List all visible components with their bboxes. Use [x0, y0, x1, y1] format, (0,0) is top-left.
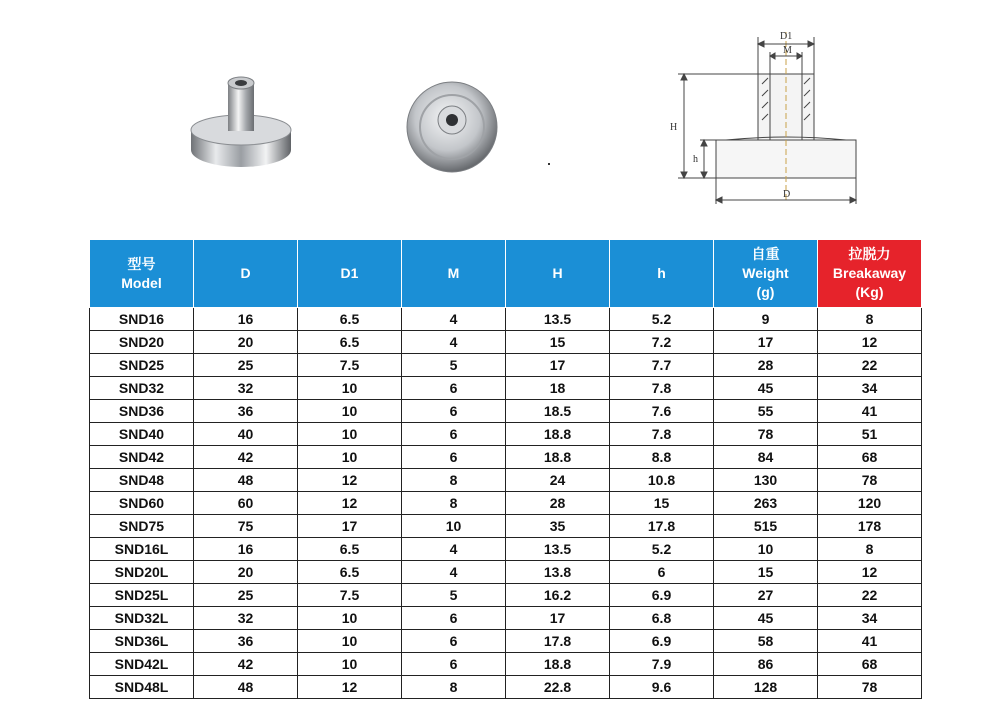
table-row [90, 331, 922, 354]
cell-h-total: 18.8 [506, 446, 610, 469]
label-d: D [783, 189, 791, 200]
cell-h-base: 7.8 [610, 423, 714, 446]
table-row [90, 515, 922, 538]
cell-h-base: 6 [610, 561, 714, 584]
table-row [90, 492, 922, 515]
cell-breakaway: 8 [818, 308, 922, 331]
cell-breakaway: 178 [818, 515, 922, 538]
cell-d: 20 [194, 331, 298, 354]
table-row [90, 676, 922, 699]
cell-weight: 263 [714, 492, 818, 515]
table-row [90, 354, 922, 377]
cell-d1: 6.5 [298, 538, 402, 561]
cell-m: 8 [402, 676, 506, 699]
cell-d1: 17 [298, 515, 402, 538]
cell-h-total: 17.8 [506, 630, 610, 653]
cell-model: SND42 [90, 446, 194, 469]
cell-m: 4 [402, 308, 506, 331]
cell-h-total: 16.2 [506, 584, 610, 607]
table-row [90, 469, 922, 492]
label-h-total: H [670, 122, 678, 133]
cell-model: SND20 [90, 331, 194, 354]
cell-d1: 6.5 [298, 331, 402, 354]
cell-h-base: 5.2 [610, 308, 714, 331]
cell-model: SND40 [90, 423, 194, 446]
header-m: M [402, 240, 506, 308]
cell-h-total: 18.8 [506, 653, 610, 676]
cell-h-base: 17.8 [610, 515, 714, 538]
cell-m: 6 [402, 377, 506, 400]
magnet-side-view-image [186, 68, 296, 173]
cell-d1: 10 [298, 446, 402, 469]
spec-table [89, 239, 922, 699]
cell-m: 6 [402, 607, 506, 630]
cell-m: 6 [402, 630, 506, 653]
table-header-row [90, 240, 922, 308]
cell-h-total: 13.5 [506, 538, 610, 561]
cell-breakaway: 78 [818, 676, 922, 699]
cell-d: 36 [194, 400, 298, 423]
table-row [90, 538, 922, 561]
cell-d: 20 [194, 561, 298, 584]
cell-breakaway: 41 [818, 630, 922, 653]
cell-weight: 15 [714, 561, 818, 584]
cell-breakaway: 68 [818, 446, 922, 469]
header-h-total: H [506, 240, 610, 308]
cell-d1: 10 [298, 400, 402, 423]
cell-h-total: 28 [506, 492, 610, 515]
cell-h-total: 35 [506, 515, 610, 538]
cell-weight: 45 [714, 607, 818, 630]
cell-model: SND36 [90, 400, 194, 423]
header-model: 型号 Model [90, 240, 194, 308]
cell-m: 6 [402, 400, 506, 423]
cell-h-total: 24 [506, 469, 610, 492]
cell-d: 48 [194, 676, 298, 699]
cell-model: SND36L [90, 630, 194, 653]
cell-model: SND48L [90, 676, 194, 699]
cell-m: 4 [402, 538, 506, 561]
cell-h-base: 8.8 [610, 446, 714, 469]
cell-m: 8 [402, 469, 506, 492]
cell-d: 32 [194, 377, 298, 400]
table-row [90, 423, 922, 446]
cell-weight: 28 [714, 354, 818, 377]
cell-weight: 55 [714, 400, 818, 423]
cell-breakaway: 68 [818, 653, 922, 676]
cell-breakaway: 78 [818, 469, 922, 492]
cell-h-total: 13.8 [506, 561, 610, 584]
cell-h-base: 9.6 [610, 676, 714, 699]
cell-d: 32 [194, 607, 298, 630]
cell-breakaway: 22 [818, 354, 922, 377]
cell-d: 42 [194, 446, 298, 469]
cell-h-base: 7.8 [610, 377, 714, 400]
cell-d: 75 [194, 515, 298, 538]
table-row [90, 584, 922, 607]
cell-model: SND60 [90, 492, 194, 515]
cell-breakaway: 34 [818, 377, 922, 400]
cell-d: 40 [194, 423, 298, 446]
cell-weight: 128 [714, 676, 818, 699]
cell-weight: 130 [714, 469, 818, 492]
stray-dot [548, 163, 550, 165]
cell-m: 6 [402, 653, 506, 676]
cell-weight: 45 [714, 377, 818, 400]
cell-h-base: 15 [610, 492, 714, 515]
cell-model: SND16 [90, 308, 194, 331]
header-breakaway: 拉脱力 Breakaway (Kg) [818, 240, 922, 308]
cell-model: SND16L [90, 538, 194, 561]
cell-model: SND32L [90, 607, 194, 630]
cell-breakaway: 22 [818, 584, 922, 607]
cell-weight: 10 [714, 538, 818, 561]
cell-model: SND20L [90, 561, 194, 584]
cell-h-total: 18 [506, 377, 610, 400]
dimension-diagram [640, 22, 870, 212]
cell-d1: 12 [298, 469, 402, 492]
cell-h-base: 10.8 [610, 469, 714, 492]
cell-h-total: 13.5 [506, 308, 610, 331]
cell-m: 4 [402, 561, 506, 584]
cell-model: SND32 [90, 377, 194, 400]
table-row [90, 630, 922, 653]
cell-weight: 515 [714, 515, 818, 538]
table-row [90, 607, 922, 630]
cell-d1: 7.5 [298, 354, 402, 377]
cell-d1: 7.5 [298, 584, 402, 607]
cell-model: SND42L [90, 653, 194, 676]
cell-m: 5 [402, 584, 506, 607]
cell-d1: 12 [298, 676, 402, 699]
cell-d: 25 [194, 354, 298, 377]
cell-h-base: 6.8 [610, 607, 714, 630]
cell-d1: 10 [298, 630, 402, 653]
cell-h-total: 15 [506, 331, 610, 354]
cell-h-base: 7.2 [610, 331, 714, 354]
header-d1: D1 [298, 240, 402, 308]
cell-d1: 6.5 [298, 308, 402, 331]
cell-d: 42 [194, 653, 298, 676]
label-h-base: h [693, 154, 698, 165]
cell-m: 6 [402, 423, 506, 446]
cell-d: 16 [194, 308, 298, 331]
cell-d1: 10 [298, 377, 402, 400]
cell-d1: 10 [298, 607, 402, 630]
cell-m: 6 [402, 446, 506, 469]
table-row [90, 653, 922, 676]
cell-weight: 9 [714, 308, 818, 331]
cell-d: 25 [194, 584, 298, 607]
header-d: D [194, 240, 298, 308]
cell-breakaway: 120 [818, 492, 922, 515]
cell-breakaway: 12 [818, 331, 922, 354]
cell-weight: 58 [714, 630, 818, 653]
cell-m: 4 [402, 331, 506, 354]
cell-h-base: 7.6 [610, 400, 714, 423]
table-row [90, 377, 922, 400]
cell-d1: 6.5 [298, 561, 402, 584]
cell-model: SND25L [90, 584, 194, 607]
cell-weight: 84 [714, 446, 818, 469]
cell-h-base: 7.9 [610, 653, 714, 676]
product-images [0, 0, 1000, 230]
spec-table-body [90, 308, 922, 699]
cell-d: 48 [194, 469, 298, 492]
cell-h-total: 17 [506, 354, 610, 377]
cell-d: 16 [194, 538, 298, 561]
cell-weight: 78 [714, 423, 818, 446]
cell-m: 10 [402, 515, 506, 538]
cell-d: 36 [194, 630, 298, 653]
cell-d: 60 [194, 492, 298, 515]
table-row [90, 446, 922, 469]
cell-h-total: 22.8 [506, 676, 610, 699]
cell-h-total: 17 [506, 607, 610, 630]
cell-model: SND48 [90, 469, 194, 492]
cell-h-base: 6.9 [610, 584, 714, 607]
cell-m: 8 [402, 492, 506, 515]
header-h-base: h [610, 240, 714, 308]
cell-d1: 10 [298, 423, 402, 446]
cell-model: SND75 [90, 515, 194, 538]
cell-h-base: 6.9 [610, 630, 714, 653]
cell-h-base: 7.7 [610, 354, 714, 377]
cell-breakaway: 51 [818, 423, 922, 446]
table-row [90, 400, 922, 423]
cell-h-total: 18.5 [506, 400, 610, 423]
cell-d1: 10 [298, 653, 402, 676]
cell-breakaway: 41 [818, 400, 922, 423]
cell-weight: 27 [714, 584, 818, 607]
table-row [90, 308, 922, 331]
cell-m: 5 [402, 354, 506, 377]
cell-weight: 86 [714, 653, 818, 676]
cell-d1: 12 [298, 492, 402, 515]
header-weight: 自重 Weight (g) [714, 240, 818, 308]
label-m: M [783, 45, 792, 56]
cell-breakaway: 12 [818, 561, 922, 584]
cell-breakaway: 34 [818, 607, 922, 630]
cell-weight: 17 [714, 331, 818, 354]
table-row [90, 561, 922, 584]
cell-model: SND25 [90, 354, 194, 377]
cell-h-total: 18.8 [506, 423, 610, 446]
cell-breakaway: 8 [818, 538, 922, 561]
magnet-top-view-image [405, 80, 500, 175]
label-d1: D1 [780, 31, 793, 42]
cell-h-base: 5.2 [610, 538, 714, 561]
